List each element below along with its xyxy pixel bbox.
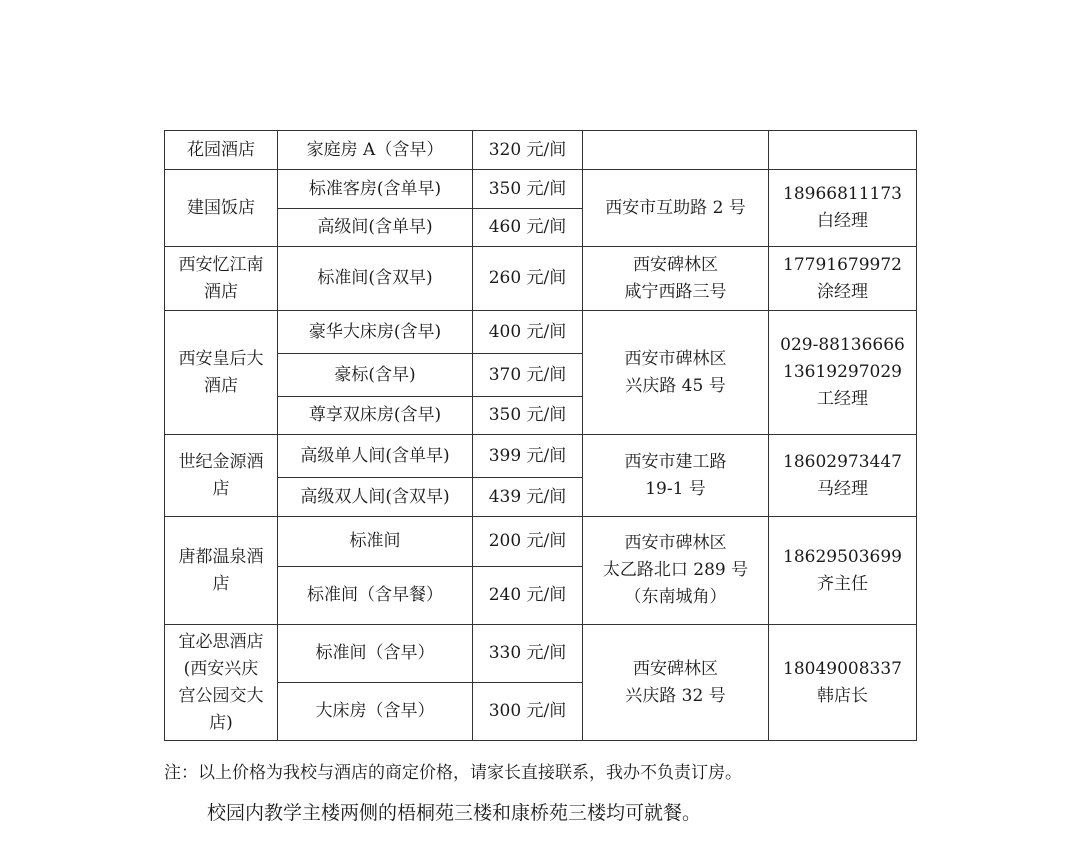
address-cell: 西安碑林区 兴庆路 32 号 [583, 625, 769, 741]
contact-cell: 18629503699 齐主任 [769, 517, 917, 625]
room-type-cell: 高级双人间(含双早) [278, 478, 473, 517]
price-cell: 370 元/间 [473, 354, 583, 397]
contact-cell: 18602973447 马经理 [769, 435, 917, 517]
hotel-name-cell: 西安忆江南 酒店 [165, 247, 278, 311]
address-cell: 西安市互助路 2 号 [583, 170, 769, 247]
price-cell: 330 元/间 [473, 625, 583, 683]
hotel-name-cell: 西安皇后大 酒店 [165, 311, 278, 435]
contact-cell: 029-88136666 13619297029 工经理 [769, 311, 917, 435]
price-cell: 200 元/间 [473, 517, 583, 567]
table-row [165, 247, 917, 311]
hotel-name-cell: 建国饭店 [165, 170, 278, 247]
room-type-cell: 高级间(含单早) [278, 209, 473, 247]
hotel-name-cell: 宜必思酒店 (西安兴庆 宫公园交大 店) [165, 625, 278, 741]
price-cell: 439 元/间 [473, 478, 583, 517]
contact-cell: 17791679972 涂经理 [769, 247, 917, 311]
contact-cell [769, 131, 917, 170]
price-cell: 300 元/间 [473, 683, 583, 741]
room-type-cell: 大床房（含早） [278, 683, 473, 741]
price-cell: 240 元/间 [473, 567, 583, 625]
dining-note: 校园内教学主楼两侧的梧桐苑三楼和康桥苑三楼均可就餐。 [207, 802, 702, 824]
table-row [165, 311, 917, 354]
address-cell: 西安市碑林区 兴庆路 45 号 [583, 311, 769, 435]
contact-cell: 18049008337 韩店长 [769, 625, 917, 741]
price-cell: 260 元/间 [473, 247, 583, 311]
hotel-name-cell: 世纪金源酒 店 [165, 435, 278, 517]
room-type-cell: 标准客房(含单早) [278, 170, 473, 209]
room-type-cell: 标准间（含早） [278, 625, 473, 683]
room-type-cell: 尊享双床房(含早) [278, 397, 473, 435]
address-cell [583, 131, 769, 170]
room-type-cell: 豪华大床房(含早) [278, 311, 473, 354]
table-row [165, 435, 917, 478]
table-row [165, 517, 917, 567]
address-cell: 西安市建工路 19-1 号 [583, 435, 769, 517]
room-type-cell: 标准间（含早餐） [278, 567, 473, 625]
room-type-cell: 豪标(含早) [278, 354, 473, 397]
price-cell: 350 元/间 [473, 170, 583, 209]
price-cell: 399 元/间 [473, 435, 583, 478]
hotel-name-cell: 花园酒店 [165, 131, 278, 170]
table-row [165, 625, 917, 683]
room-type-cell: 家庭房 A（含早） [278, 131, 473, 170]
table-row [165, 131, 917, 170]
contact-cell: 18966811173 白经理 [769, 170, 917, 247]
price-cell: 460 元/间 [473, 209, 583, 247]
hotel-name-cell: 唐都温泉酒 店 [165, 517, 278, 625]
address-cell: 西安市碑林区 太乙路北口 289 号 （东南城角） [583, 517, 769, 625]
price-cell: 350 元/间 [473, 397, 583, 435]
table-row [165, 170, 917, 209]
hotel-price-table [164, 130, 917, 741]
price-footnote: 注：以上价格为我校与酒店的商定价格，请家长直接联系，我办不负责订房。 [164, 763, 742, 783]
address-cell: 西安碑林区 咸宁西路三号 [583, 247, 769, 311]
room-type-cell: 标准间(含双早) [278, 247, 473, 311]
price-cell: 400 元/间 [473, 311, 583, 354]
room-type-cell: 高级单人间(含单早) [278, 435, 473, 478]
room-type-cell: 标准间 [278, 517, 473, 567]
price-cell: 320 元/间 [473, 131, 583, 170]
